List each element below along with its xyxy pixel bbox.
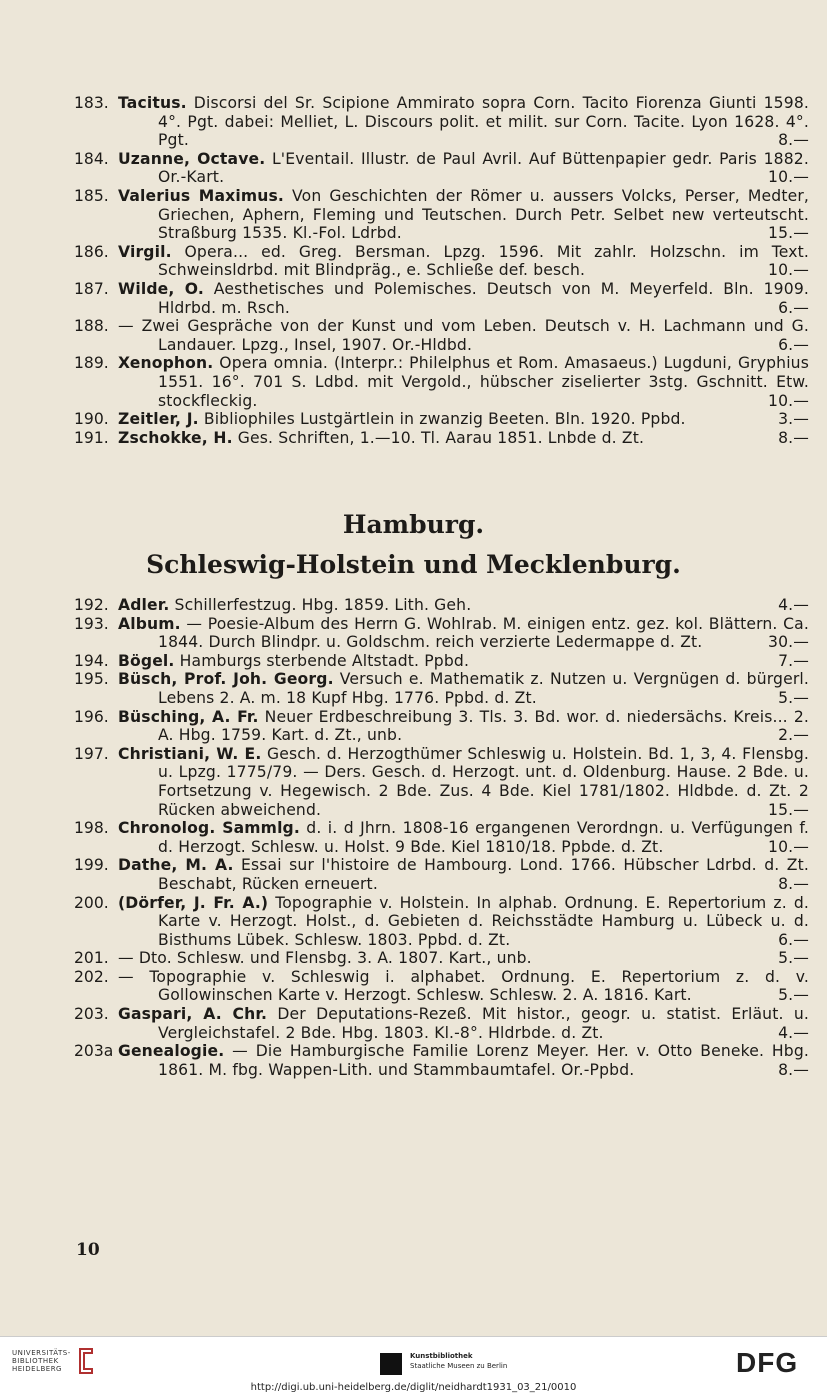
entry-body (118, 670, 809, 707)
entry-price: 8.— (778, 131, 809, 150)
entry-body (118, 614, 809, 652)
entry-description: Schillerfestzug. Hbg. 1859. Lith. Geh. (169, 596, 472, 614)
catalog-entry (74, 1005, 809, 1042)
entry-number: 188. (74, 317, 109, 336)
catalog-entry (74, 354, 809, 410)
entry-price: 10.— (768, 261, 809, 280)
catalog-entry (74, 968, 809, 1005)
entry-description: Bibliophiles Lustgärtlein in zwanzig Beeten. Bln. 1920. Ppbd. (198, 410, 686, 429)
section-heading: Hamburg. (342, 510, 485, 539)
entry-description: — Topographie v. Schleswig i. alphabet. Ordnung. E. Repertorium z. d. v. Gollowinschen Karte v. Herzogt. Schlesw. Schlesw. 2. A. 1816. Kart. (118, 967, 809, 1005)
entry-number: 190. (74, 410, 109, 429)
entry-description: Opera... ed. Greg. Bersman. Lpzg. 1596. Mit zahlr. Holzschn. im Text. Schweinsldrbd. mit Blindpräg., e. Schließe def. besch. (158, 242, 809, 280)
entry-body (118, 707, 810, 745)
entry-price: 5.— (778, 688, 809, 707)
section-subheading: Schleswig-Holstein und Mecklenburg. (146, 550, 681, 579)
entry-number: 198. (74, 819, 109, 838)
catalog-entry (74, 670, 809, 707)
entry-author: Dathe, M. A. (118, 856, 234, 875)
entry-body (118, 317, 809, 354)
entry-author: Zschokke, H. (118, 428, 233, 447)
entry-body (118, 596, 809, 615)
entry-author: Album. (118, 614, 181, 633)
entry-number: 184. (74, 149, 109, 168)
entry-description: — Poesie-Album des Herrn G. Wohlrab. M. einigen entz. gez. kol. Blättern. Ca. 1844. Durch Blindpr. u. Goldschm. reich verzierte Ledermappe d. Zt. (158, 614, 809, 652)
catalog-entry (74, 596, 809, 615)
entry-description: Aesthetisches und Polemisches. Deutsch von M. Meyerfeld. Bln. 1909. Hldrbd. m. Rsch. (158, 279, 809, 317)
entry-author: Büsch, Prof. Joh. Georg. (118, 670, 334, 689)
entry-number: 192. (74, 596, 109, 614)
entry-price: 7.— (778, 651, 809, 670)
entry-list-section-2 (74, 596, 809, 1079)
catalog-entry (74, 94, 809, 150)
catalog-entry (74, 280, 809, 317)
entry-number: 202. (74, 967, 109, 986)
entry-price: 5.— (778, 949, 809, 968)
entry-price: 10.— (768, 837, 809, 856)
entry-description: Essai sur l'histoire de Hambourg. Lond. 1766. Hübscher Ldrbd. d. Zt. Beschabt, Rücken erneuert. (158, 856, 809, 893)
entry-number: 196. (74, 707, 109, 726)
catalog-entry (74, 745, 809, 819)
entry-body (118, 856, 809, 893)
entry-author: Christiani, W. E. (118, 744, 262, 763)
catalog-entry (74, 856, 809, 893)
entry-body (118, 744, 809, 819)
catalog-entry (74, 243, 809, 280)
entry-number: 189. (74, 354, 109, 373)
entry-body (118, 186, 809, 243)
entry-number: 183. (74, 94, 109, 112)
entry-price: 15.— (768, 800, 809, 819)
university-library-label (12, 1349, 71, 1373)
kunstbibliothek-logo-icon (380, 1353, 402, 1375)
entry-number: 193. (74, 614, 109, 633)
entry-price: 4.— (778, 1023, 809, 1042)
entry-price: 10.— (768, 168, 809, 187)
entry-body (118, 1005, 809, 1042)
entry-price: 5.— (778, 986, 809, 1005)
catalog-entry (74, 652, 809, 671)
entry-author: Zeitler, J. (118, 410, 199, 429)
entry-number: 200. (74, 893, 109, 912)
entry-body (118, 819, 809, 856)
catalog-entry (74, 819, 809, 856)
entry-number: 195. (74, 670, 109, 689)
entry-description: Gesch. d. Herzogthümer Schleswig u. Holstein. Bd. 1, 3, 4. Flensbg. u. Lpzg. 1775/79. — Ders. Gesch. d. Herzogt. unt. d. Oldenburg. Hause. 2 Bde. u. Fortsetzung v. Hegewisch. 2 Bde. Zus. 4 Bde. Kiel 1781/1802. Hldbde. d. Zt. 2 Rücken abweichend. (158, 744, 809, 819)
entry-body (118, 967, 809, 1005)
entry-author: Chronolog. Sammlg. (118, 819, 300, 838)
entry-description: — Dto. Schlesw. und Flensbg. 3. A. 1807. Kart., unb. (118, 949, 532, 968)
catalog-entry (74, 1042, 809, 1079)
entry-number: 199. (74, 856, 109, 875)
entry-author: Büsching, A. Fr. (118, 707, 259, 726)
entry-author: Virgil. (118, 242, 172, 261)
entry-author: Tacitus. (118, 94, 187, 112)
entry-number: 191. (74, 428, 109, 447)
catalog-entry (74, 429, 809, 448)
entry-author: Valerius Maximus. (118, 186, 284, 205)
entry-price: 8.— (778, 874, 809, 893)
university-logo-icon (76, 1347, 96, 1375)
entry-body (118, 1042, 809, 1079)
catalog-entry (74, 894, 809, 950)
entry-description: Von Geschichten der Römer u. aussers Volcks, Perser, Medter, Griechen, Aphern, Fleming und Teutschen. Durch Petr. Selbet new verteutscht. Straßburg 1535. Kl.-Fol. Ldrbd. (158, 186, 809, 243)
entry-price: 10.— (768, 391, 809, 410)
entry-description: Neuer Erdbeschreibung 3. Tls. 3. Bd. wor. d. niedersächs. Kreis... 2. A. Hbg. 1759. Kart. d. Zt., unb. (158, 707, 810, 745)
uni-line-2: BIBLIOTHEK (12, 1357, 59, 1365)
catalog-entry (74, 708, 809, 745)
entry-author: Xenophon. (118, 354, 214, 373)
entry-author: Uzanne, Octave. (118, 149, 266, 168)
entry-list-section-1 (74, 94, 809, 447)
uni-line-1: UNIVERSITÄTS- (12, 1349, 71, 1357)
catalog-entry (74, 187, 809, 243)
entry-number: 197. (74, 744, 109, 763)
entry-description: Hamburgs sterbende Altstadt. Ppbd. (174, 651, 470, 670)
catalog-entry (74, 949, 809, 968)
entry-body (118, 410, 809, 429)
entry-body (118, 651, 809, 671)
entry-author: Adler. (118, 596, 170, 614)
entry-price: 30.— (768, 633, 809, 652)
entry-number: 194. (74, 651, 109, 670)
footer-bar (0, 1336, 827, 1396)
entry-body (118, 279, 809, 317)
entry-description: Discorsi del Sr. Scipione Ammirato sopra Corn. Tacito Fiorenza Giunti 1598. 4°. Pgt. dabei: Melliet, L. Discours polit. et milit. sur Corn. Tacite. Lyon 1628. 4°. Pgt. (158, 94, 809, 150)
entry-price: 3.— (778, 410, 809, 429)
entry-price: 8.— (778, 1060, 809, 1079)
entry-author: Genealogie. (118, 1042, 225, 1061)
entry-author: (Dörfer, J. Fr. A.) (118, 893, 269, 912)
entry-description: d. i. d Jhrn. 1808-16 ergangenen Verordngn. u. Verfügungen f. d. Herzogt. Schlesw. u. Holst. 9 Bde. Kiel 1810/18. Ppbde. d. Zt. (158, 819, 809, 856)
entry-price: 4.— (778, 596, 809, 614)
entry-description: Der Deputations-Rezeß. Mit histor., geogr. u. statist. Erläut. u. Vergleichstafel. 2 Bde. Hbg. 1803. Kl.-8°. Hldrbde. d. Zt. (158, 1005, 809, 1042)
entry-body (118, 242, 809, 280)
catalog-entry (74, 150, 809, 187)
entry-price: 15.— (768, 224, 809, 243)
catalog-entry (74, 317, 809, 354)
entry-number: 203a (74, 1042, 114, 1061)
entry-body (118, 949, 809, 968)
entry-price: 2.— (778, 726, 809, 745)
page-number: 10 (76, 1240, 100, 1260)
entry-author: Wilde, O. (118, 279, 204, 298)
entry-number: 186. (74, 242, 109, 261)
entry-number: 187. (74, 279, 109, 298)
dfg-logo: DFG (736, 1347, 799, 1378)
uni-line-3: HEIDELBERG (12, 1365, 62, 1373)
entry-body (118, 893, 809, 950)
entry-description: L'Eventail. Illustr. de Paul Avril. Auf Büttenpapier gedr. Paris 1882. Or.-Kart. (158, 149, 809, 187)
catalog-entry (74, 410, 809, 429)
entry-description: Ges. Schriften, 1.—10. Tl. Aarau 1851. Lnbde d. Zt. (232, 428, 645, 447)
entry-number: 203. (74, 1005, 109, 1024)
entry-number: 201. (74, 949, 109, 968)
kb-title: Kunstbibliothek (410, 1352, 473, 1360)
kunstbibliothek-label (410, 1351, 507, 1371)
kb-subtitle: Staatliche Museen zu Berlin (410, 1362, 508, 1370)
entry-body (118, 354, 809, 410)
entry-price: 8.— (778, 428, 809, 447)
entry-description: Opera omnia. (Interpr.: Philelphus et Rom. Amasaeus.) Lugduni, Gryphius 1551. 16°. 701 S. Ldbd. mit Vergold., hübscher ziselierter 3stg. Gschnitt. Etw. stockfleckig. (158, 354, 809, 410)
entry-author: Bögel. (118, 651, 175, 670)
entry-price: 6.— (778, 298, 809, 317)
entry-author: Gaspari, A. Chr. (118, 1005, 268, 1024)
entry-price: 6.— (778, 930, 809, 949)
entry-description: Versuch e. Mathematik z. Nutzen u. Vergnügen d. bürgerl. Lebens 2. A. m. 18 Kupf Hbg. 1776. Ppbd. d. Zt. (158, 670, 809, 707)
catalog-entry (74, 615, 809, 652)
entry-body (118, 149, 809, 187)
entry-body (118, 94, 809, 150)
entry-number: 185. (74, 186, 109, 205)
entry-description: — Die Hamburgische Familie Lorenz Meyer. Her. v. Otto Beneke. Hbg. 1861. M. fbg. Wappen-Lith. und Stammbaumtafel. Or.-Ppbd. (158, 1042, 809, 1079)
entry-description: — Zwei Gespräche von der Kunst und vom Leben. Deutsch v. H. Lachmann und G. Landauer. Lpzg., Insel, 1907. Or.-Hldbd. (118, 317, 809, 354)
entry-body (118, 428, 809, 448)
entry-description: Topographie v. Holstein. In alphab. Ordnung. E. Repertorium z. d. Karte v. Herzogt. Holst., d. Gebieten d. Reichsstädte Hamburg u. Lübeck u. d. Bisthums Lübek. Schlesw. 1803. Ppbd. d. Zt. (158, 893, 809, 949)
source-url-link[interactable]: http://digi.ub.uni-heidelberg.de/diglit/neidhardt1931_03_21/0010 (250, 1382, 577, 1393)
entry-price: 6.— (778, 335, 809, 354)
